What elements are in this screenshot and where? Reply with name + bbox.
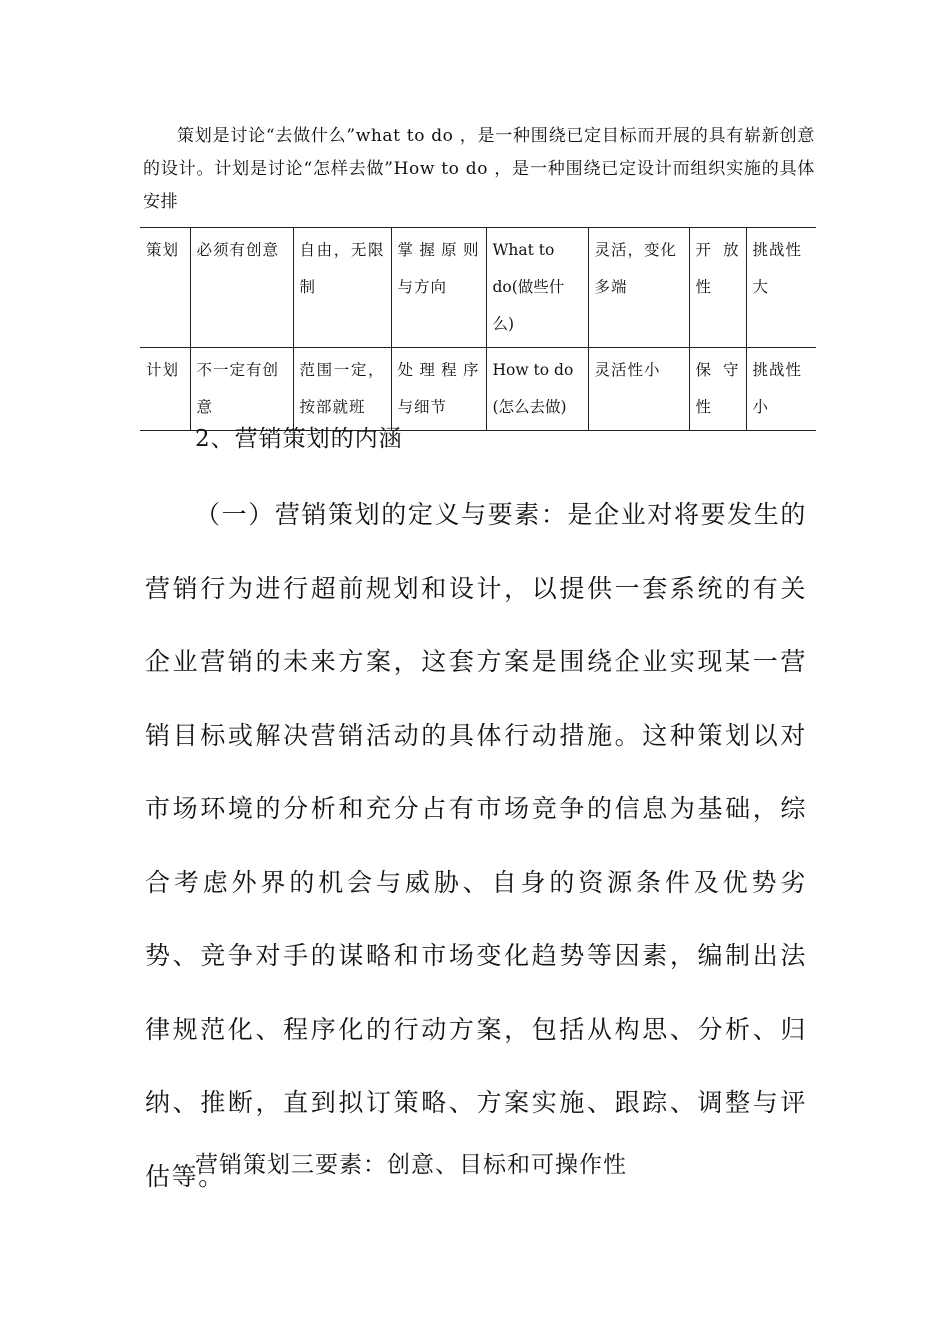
table-cell: What to do(做些什么) bbox=[486, 228, 588, 348]
table-cell: 处理程序与细节 bbox=[391, 348, 486, 431]
table-cell: 灵活，变化多端 bbox=[588, 228, 689, 348]
table-cell: 自由，无限制 bbox=[293, 228, 391, 348]
comparison-table bbox=[140, 227, 816, 431]
intro-section bbox=[143, 120, 815, 219]
table-cell: 灵活性小 bbox=[588, 348, 689, 431]
table-cell: How to do (怎么去做) bbox=[486, 348, 588, 431]
table-cell: 保守性 bbox=[689, 348, 746, 431]
table-cell: 不一定有创意 bbox=[190, 348, 293, 431]
definition-section bbox=[145, 478, 807, 1213]
table-cell: 开放性 bbox=[689, 228, 746, 348]
table-cell: 挑战性小 bbox=[746, 348, 816, 431]
table-cell: 策划 bbox=[140, 228, 190, 348]
section-heading: 2、营销策划的内涵 bbox=[195, 426, 403, 452]
intro-paragraph: 策划是讨论“去做什么”what to do ，是一种围绕已定目标而开展的具有崭新创意的设计。计划是讨论“怎样去做”How to do ，是一种围绕已定设计而组织实施的具体安排 bbox=[143, 126, 815, 212]
table-cell: 掌握原则与方向 bbox=[391, 228, 486, 348]
table-cell: 挑战性大 bbox=[746, 228, 816, 348]
table-cell: 必须有创意 bbox=[190, 228, 293, 348]
three-elements-line: 营销策划三要素：创意、目标和可操作性 bbox=[195, 1152, 627, 1178]
definition-paragraph: （一）营销策划的定义与要素：是企业对将要发生的营销行为进行超前规划和设计，以提供一套系统的有关企业营销的未来方案，这套方案是围绕企业实现某一营销目标或解决营销活动的具体行动措施。这种策划以对市场环境的分析和充分占有市场竞争的信息为基础，综合考虑外界的机会与威胁、自身的资源条件及优势劣势、竞争对手的谋略和市场变化趋势等因素，编制出法律规范化、程序化的行动方案，包括从构思、分析、归纳、推断，直到拟订策略、方案实施、跟踪、调整与评估等。 bbox=[145, 500, 807, 1191]
table-cell: 范围一定，按部就班 bbox=[293, 348, 391, 431]
table-cell: 计划 bbox=[140, 348, 190, 431]
table-row bbox=[140, 228, 816, 348]
table-row bbox=[140, 348, 816, 431]
